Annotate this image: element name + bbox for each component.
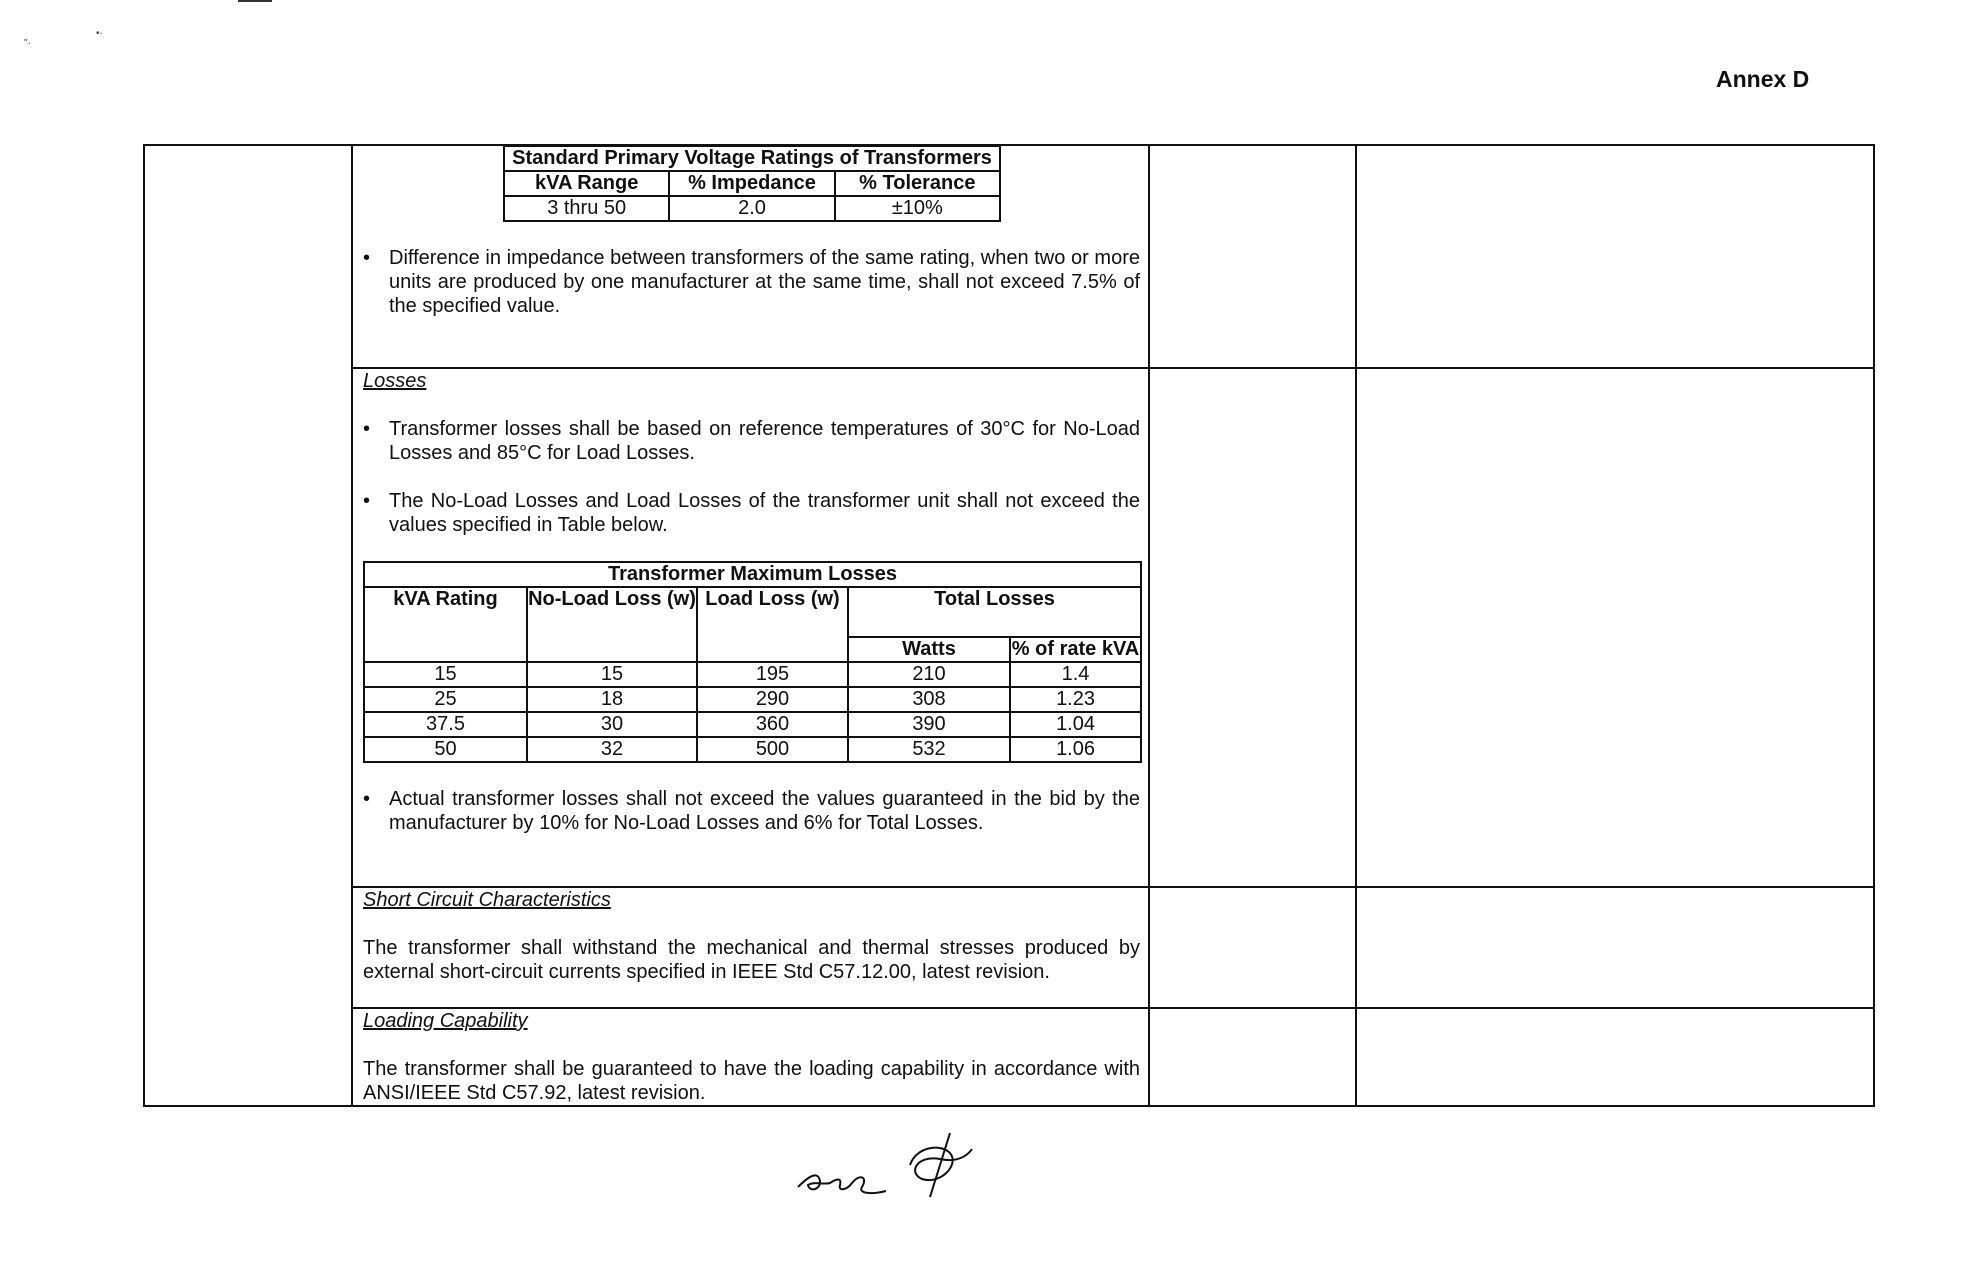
annex-label: Annex D xyxy=(1716,66,1810,92)
losses-bullet-2: The No-Load Losses and Load Losses of the transformer unit shall not exceed the values specified in Table below. xyxy=(389,490,1140,536)
handwritten-initials-signature xyxy=(790,1125,980,1205)
short-circuit-row xyxy=(144,887,1874,1008)
col-watts: Watts xyxy=(848,637,1010,662)
scan-speck: "· xyxy=(24,38,31,49)
loading-heading: Loading Capability xyxy=(363,1010,528,1032)
losses-heading: Losses xyxy=(363,370,427,392)
cell-noload: 18 xyxy=(527,687,697,712)
impedance-cell xyxy=(352,145,1149,368)
cell-load: 360 xyxy=(697,712,848,737)
cell-percent: 1.4 xyxy=(1010,662,1141,687)
top-rule xyxy=(238,0,272,2)
cell-kva-range: 3 thru 50 xyxy=(504,196,669,221)
cell-watts: 532 xyxy=(848,737,1010,762)
impedance-bullet-text: Difference in impedance between transformers of the same rating, when two or more units are produced by one manufacturer at the same time, shall not exceed 7.5% of the specified value. xyxy=(389,247,1140,317)
blank-cell xyxy=(1149,887,1356,1008)
short-circuit-text: The transformer shall withstand the mechanical and thermal stresses produced by external short-circuit currents specified in IEEE Std C57.12.00, latest revision. xyxy=(363,937,1140,983)
cell-impedance: 2.0 xyxy=(669,196,834,221)
cell-watts: 210 xyxy=(848,662,1010,687)
col-kva-range: kVA Range xyxy=(504,171,669,196)
bullet-dot: • xyxy=(363,247,371,269)
bullet-item xyxy=(353,787,1148,835)
bullet-dot: • xyxy=(363,418,371,440)
bullet-item xyxy=(353,417,1148,465)
max-losses-title: Transformer Maximum Losses xyxy=(364,562,1141,587)
bullet-dot: • xyxy=(363,788,371,810)
cell-watts: 308 xyxy=(848,687,1010,712)
primary-table-title: Standard Primary Voltage Ratings of Transformers xyxy=(504,146,1000,171)
loading-row xyxy=(144,1008,1874,1106)
table-row xyxy=(364,712,1141,737)
scan-speck: •· xyxy=(96,28,103,39)
col-impedance: % Impedance xyxy=(669,171,834,196)
losses-bullet-3: Actual transformer losses shall not exceed the values guaranteed in the bid by the manufacturer by 10% for No-Load Losses and 6% for Total Losses. xyxy=(389,788,1140,834)
cell-noload: 15 xyxy=(527,662,697,687)
cell-kva: 50 xyxy=(364,737,527,762)
blank-cell xyxy=(1356,145,1874,368)
item-column-cell xyxy=(144,145,352,1106)
table-row xyxy=(364,662,1141,687)
bullet-dot: • xyxy=(363,490,371,512)
blank-cell xyxy=(1356,887,1874,1008)
blank-cell xyxy=(1356,1008,1874,1106)
cell-noload: 30 xyxy=(527,712,697,737)
cell-percent: 1.06 xyxy=(1010,737,1141,762)
table-row xyxy=(364,737,1141,762)
cell-kva: 15 xyxy=(364,662,527,687)
loading-cell xyxy=(352,1008,1149,1106)
col-kva-rating: kVA Rating xyxy=(364,587,527,662)
col-load-loss: Load Loss (w) xyxy=(697,587,848,662)
cell-load: 500 xyxy=(697,737,848,762)
primary-voltage-table xyxy=(503,145,1001,222)
col-tolerance: % Tolerance xyxy=(835,171,1000,196)
losses-cell xyxy=(352,368,1149,887)
cell-noload: 32 xyxy=(527,737,697,762)
col-total-losses: Total Losses xyxy=(848,587,1141,637)
table-row xyxy=(364,687,1141,712)
cell-load: 195 xyxy=(697,662,848,687)
short-circuit-heading: Short Circuit Characteristics xyxy=(363,889,611,911)
col-noload-loss: No-Load Loss (w) xyxy=(527,587,697,662)
cell-load: 290 xyxy=(697,687,848,712)
cell-percent: 1.23 xyxy=(1010,687,1141,712)
short-circuit-cell xyxy=(352,887,1149,1008)
bullet-item xyxy=(353,489,1148,537)
cell-kva: 25 xyxy=(364,687,527,712)
col-percent-rate: % of rate kVA xyxy=(1011,638,1140,660)
impedance-row xyxy=(144,145,1874,368)
cell-watts: 390 xyxy=(848,712,1010,737)
cell-kva: 37.5 xyxy=(364,712,527,737)
blank-cell xyxy=(1149,1008,1356,1106)
loading-text: The transformer shall be guaranteed to have the loading capability in accordance with ANSI/IEEE Std C57.92, latest revision. xyxy=(363,1058,1140,1104)
blank-cell xyxy=(1149,368,1356,887)
blank-cell xyxy=(1356,368,1874,887)
cell-tolerance: ±10% xyxy=(835,196,1000,221)
losses-bullet-1: Transformer losses shall be based on reference temperatures of 30°C for No-Load Losses and 85°C for Load Losses. xyxy=(389,418,1140,464)
specification-table xyxy=(143,144,1875,1107)
blank-cell xyxy=(1149,145,1356,368)
losses-row xyxy=(144,368,1874,887)
max-losses-table xyxy=(363,561,1142,763)
cell-percent: 1.04 xyxy=(1010,712,1141,737)
bullet-item xyxy=(353,246,1148,318)
